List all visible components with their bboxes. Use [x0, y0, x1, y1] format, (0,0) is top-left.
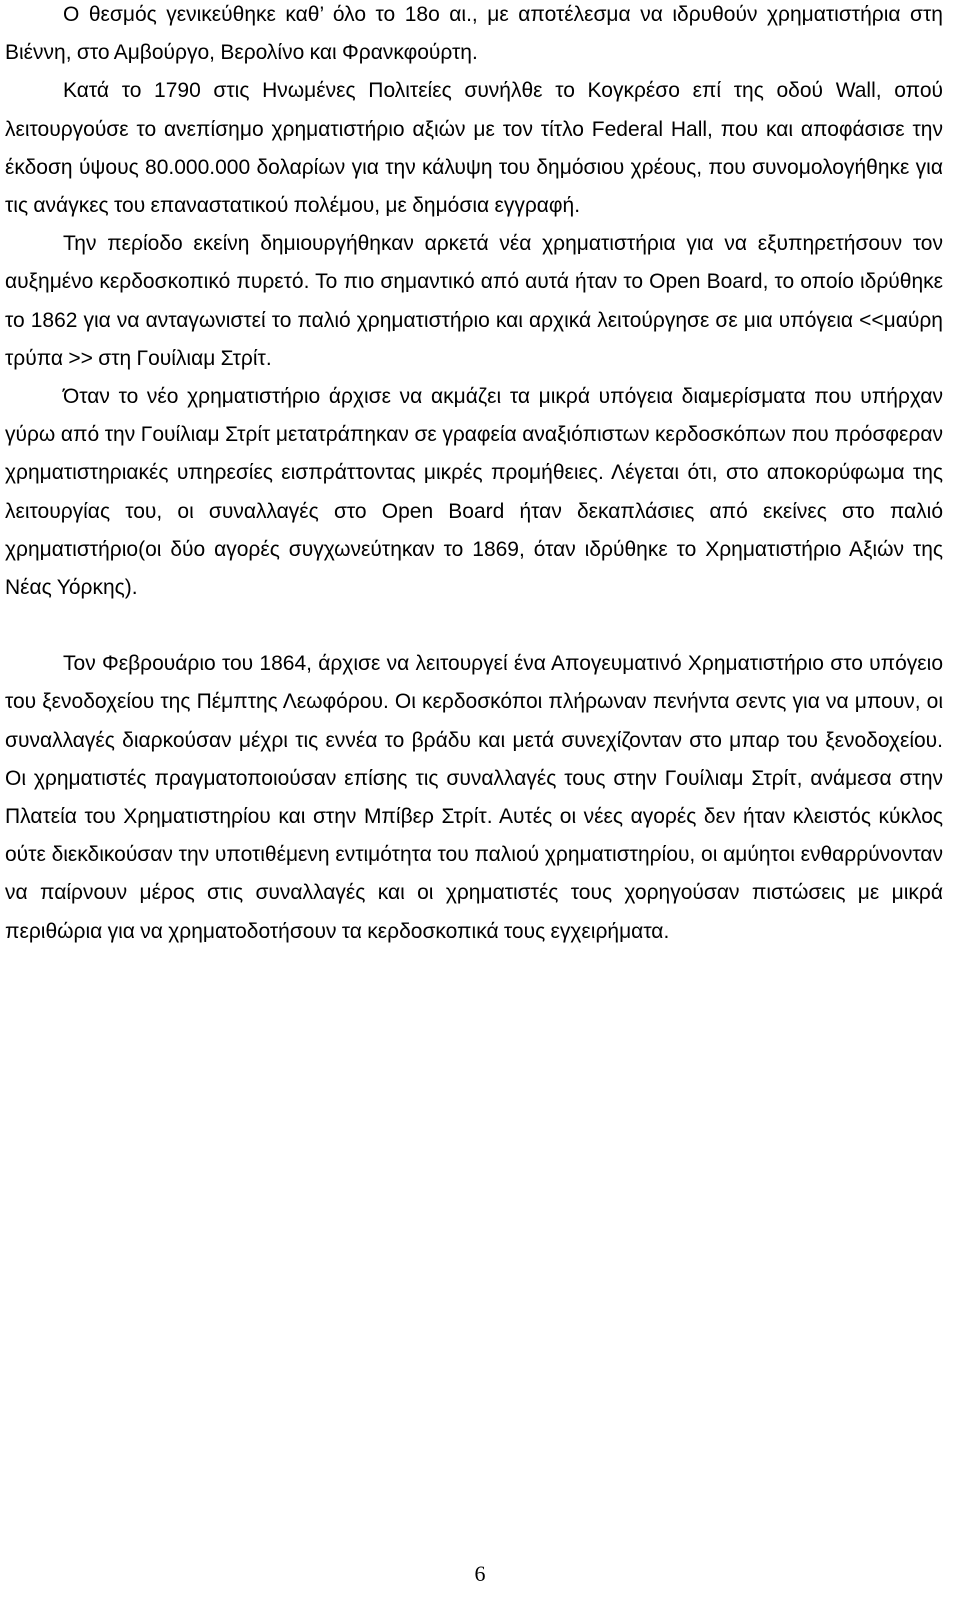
paragraph-3: Την περίοδο εκείνη δημιουργήθηκαν αρκετά νέα χρηματιστήρια για να εξυπηρετήσουν τον αυξημένο κερδοσκοπικό πυρετό. Το πιο σημαντικό από αυτά ήταν το Open Board, το οποίο ιδρύθηκε το 1862 για να ανταγωνιστεί το παλιό χρηματιστήριο και αρχικά λειτούργησε σε μια υπόγεια <<μαύρη τρύπα >> στη Γουίλιαμ Στρίτ.	[5, 232, 943, 370]
document-page	[5, 0, 943, 951]
paragraph-5: Τον Φεβρουάριο του 1864, άρχισε να λειτουργεί ένα Απογευματινό Χρηματιστήριο στο υπόγειο του ξενοδοχείου της Πέμπτης Λεωφόρου. Οι κερδοσκόποι πλήρωναν πενήντα σεντς για να μπουν, οι συναλλαγές διαρκούσαν μέχρι τις εννέα το βράδυ και μετά συνεχίζονταν στο μπαρ του ξενοδοχείου. Οι χρηματιστές πραγματοποιούσαν επίσης τις συναλλαγές τους στην Γουίλιαμ Στρίτ, ανάμεσα στην Πλατεία του Χρηματιστηρίου και στην Μπίβερ Στρίτ. Αυτές οι νέες αγορές δεν ήταν κλειστός κύκλος ούτε διεκδικούσαν την υποτιθέμενη εντιμότητα του παλιού χρηματιστηρίου, οι αμύητοι ενθαρρύνονταν να παίρνουν μέρος στις συναλλαγές και οι χρηματιστές τους χορηγούσαν πιστώσεις με μικρά περιθώρια για να χρηματοδοτήσουν τα κερδοσκοπικά τους εγχειρήματα.	[5, 652, 943, 943]
paragraph-4: Όταν το νέο χρηματιστήριο άρχισε να ακμάζει τα μικρά υπόγεια διαμερίσματα που υπήρχαν γύρω από την Γουίλιαμ Στρίτ μετατράπηκαν σε γραφεία αναξιόπιστων κερδοσκόπων που πρόσφεραν χρηματιστηριακές υπηρεσίες εισπράττοντας μικρές προμήθειες. Λέγεται ότι, στο αποκορύφωμα της λειτουργίας του, οι συναλλαγές στο Open Board ήταν δεκαπλάσιες από εκείνες στο παλιό χρηματιστήριο(οι δύο αγορές συγχωνεύτηκαν το 1869, όταν ιδρύθηκε το Χρηματιστήριο Αξιών της Νέας Υόρκης).	[5, 385, 943, 600]
paragraph-2: Κατά το 1790 στις Ηνωμένες Πολιτείες συνήλθε το Κογκρέσο επί της οδού Wall, οπού λειτουργούσε το ανεπίσημο χρηματιστήριο αξιών με τον τίτλο Federal Hall, που και αποφάσισε την έκδοση ύψους 80.000.000 δολαρίων για την κάλυψη του δημόσιου χρέους, που συνομολογήθηκε για τις ανάγκες του επαναστατικού πολέμου, με δημόσια εγγραφή.	[5, 79, 943, 218]
paragraph-1: Ο θεσμός γενικεύθηκε καθ’ όλο το 18ο αι., με αποτέλεσμα να ιδρυθούν χρηματιστήρια στη Βιέννη, στο Αμβούργο, Βερολίνο και Φρανκφούρτη.	[5, 3, 943, 65]
page-number: 6	[474, 1561, 486, 1586]
paragraph-gap	[5, 607, 943, 645]
